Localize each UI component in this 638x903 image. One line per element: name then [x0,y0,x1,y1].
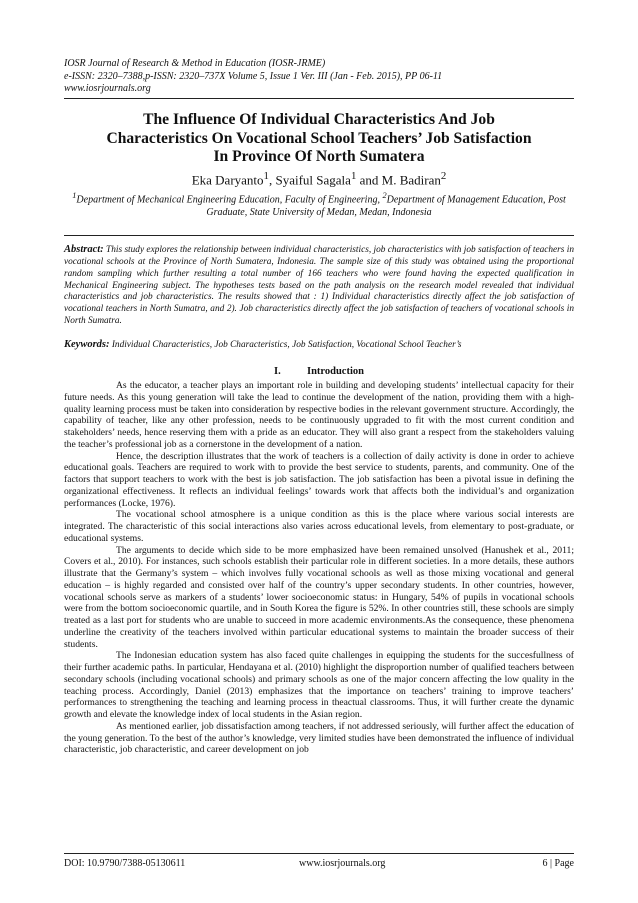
paragraph: Hence, the description illustrates that the work of teachers is a collection of daily activity is done in order to achieve educational goals. Teachers are required to work with to provide the best service to students, parents, and community. One of the factors that support teachers to work with the best is job satisfaction. The job satisfaction has been a pivotal issue in defining the organizational effectiveness. It reflects an individual feelings’ towards work that affects both the individual’s and organization performances (Locke, 1976). [64,450,574,509]
author-affiliation-mark: 2 [440,170,447,182]
author-name: Syaiful Sagala [275,172,351,188]
abstract-label: Abstract: [64,244,104,255]
paragraph: The arguments to decide which side to be more emphasized have been remained unsolved (Hanushek et al., 2011; Covers et al., 2010). For instances, such schools establish their particular role in different societies. In a more details, these authors illustrate that the Germany’s system – which involves fully vocational schools as well as those mixing vocational and general education – is highly regarded and consisted over half of the country’s upper secondary students. In other countries, however, vocational schools serve as markers of a students’ lower socioeconomic status: in Hungary, 54% of pupils in vocational schools were from the bottom socioeconomic quartile, and in South Korea the figure is 52%. In other countries still, these schools are simply treated as a last port for students who are unable to succeed in more academic environments.As the consequence, these phenomena underline the creativity of the teachers involved within particular educational systems to maintain the broader success of their students. [64,544,574,650]
keywords-label: Keywords: [64,339,110,350]
abstract-top-rule [64,235,574,236]
section-heading [64,366,574,378]
author-name: M. Badiran [381,172,441,188]
title-line: Characteristics On Vocational School Teachers’ Job Satisfaction [106,129,532,147]
affiliation-mark: 2 [382,191,387,200]
paper-title [60,111,578,167]
paragraph: As mentioned earlier, job dissatisfaction among teachers, if not addressed seriously, will further affect the education of the young generation. To the best of the author’s knowledge, very limited studies have been demonstrated the influence of individual characteristic, job characteristic, and career development on job [64,720,574,756]
affiliation-text: Department of Mechanical Engineering Education, Faculty of Engineering, [76,194,383,206]
abstract [64,244,574,328]
paragraph: The vocational school atmosphere is a unique condition as this is the place where various social interests are integrated. The characteristic of this social interactions also varies across educational levels, from elementary to post-graduate, or educational systems. [64,509,574,544]
author-affiliation-mark: 1 [263,170,269,182]
author-affiliation-mark: 1 [350,170,357,182]
title-line: The Influence Of Individual Characteristics And Job [143,111,495,128]
paragraph: As the educator, a teacher plays an important role in building and developing students’ intellectual capacity for their future needs. As this young generation will take the lead to continue the development of the nation, providing them with a high-quality learning process must be taken into consideration by respective bodies in the relevant government structure. Accordingly, the capability of teacher, like any other profession, needs to be continuously upgraded to fit with the most current condition and stakeholders’ needs, hence reserving them with a pride as an educator. They will also grant a respect from the stakeholders valuing the teacher’s professional job as a cornerstone in the development of a nation. [64,380,574,450]
author-list [64,168,574,188]
journal-website: www.iosrjournals.org [64,83,151,94]
footer-doi: DOI: 10.9790/7388-05130611 [64,858,186,869]
affiliation-text: Department of Management Education, Post Graduate, State University of Medan, Medan, Indonesia [206,194,566,219]
abstract-text: This study explores the relationship between individual characteristics, job characteristics with job satisfaction of teachers in vocational schools at the Province of North Sumatera, Indonesia. The sample size of this study was obtained using the proportional random sampling which further resulting a total number of 166 teachers who were found having the expected qualification in Mechanical Engineering subject. The hypotheses tests based on the path analysis on the research model revealed that individual characteristics and job characteristics. The results showed that : 1) Individual characteristics directly affect the job satisfaction of vocational teachers in North Sumatra, and 2). Job characteristics directly affect the job satisfaction of teachers of vocational schools in North Sumatra. [64,245,574,327]
footer-page-number: 6 | Page [542,858,574,869]
title-line: In Province Of North Sumatera [213,148,425,166]
journal-header [64,58,564,96]
journal-name: IOSR Journal of Research & Method in Education (IOSR-JRME) [64,58,326,69]
author-separator: , [268,172,276,188]
header-rule [64,98,574,99]
keywords [64,339,574,351]
journal-issn: e-ISSN: 2320–7388,p-ISSN: 2320–737X Volume 5, Issue 1 Ver. III (Jan - Feb. 2015), PP 06-11 [64,70,443,82]
body-text [64,380,574,756]
section-heading-text: I. Introduction [274,366,364,377]
author-name: Eka Daryanto [191,172,264,188]
author-separator: and [356,172,382,188]
author-affiliations [64,189,574,219]
affiliation-mark: 1 [72,191,77,200]
keywords-text: Individual Characteristics, Job Characteristics, Job Satisfaction, Vocational School Teacher’s [111,340,462,350]
footer-website: www.iosrjournals.org [299,858,386,869]
paragraph: The Indonesian education system has also faced quite challenges in equipping the students for the succesfullness of their further academic paths. In particular, Hendayana et al. (2010) highlight the disproportion number of qualified teachers between secondary schools (including vocational schools) and primary schools as one of the major concern affecting the low quality in the teaching process. Accordingly, Daniel (2013) emphasizes that the importance on teachers’ training to improve teachers’ performances to strengthening the teaching and learning process in theactual classrooms. Thus, it will further create the dynamic growth and elevate the knowledge index of local students in the Asian region. [64,650,574,720]
footer-rule [64,853,574,854]
